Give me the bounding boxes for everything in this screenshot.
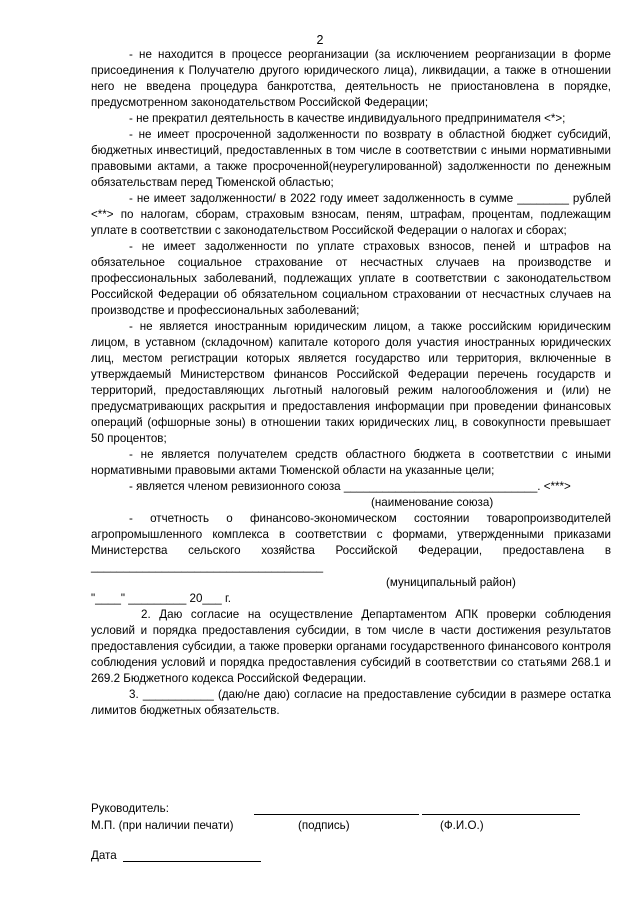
union-caption: (наименование союза) — [371, 496, 494, 509]
head-label: Руководитель: — [91, 802, 169, 815]
fio-caption: (Ф.И.О.) — [440, 819, 484, 832]
district-caption: (муниципальный район) — [386, 576, 516, 589]
document-body — [91, 47, 611, 719]
signature-line — [254, 803, 419, 815]
stamp-label: М.П. (при наличии печати) — [91, 819, 234, 832]
fio-line — [422, 803, 580, 815]
head-signature-row — [91, 801, 169, 817]
paragraph-foreign-entity: - не является иностранным юридическим лицом, а также российским юридическим лицом, в уставном (складочном) капитале которого доля участия иностранных юридических лиц, местом регистрации которых является государство или территория, включенные в утверждаемый Министерством финансов Российской Федерации перечень государств и территорий, предоставляющих льготный налоговый режим налогообложения и (или) не предусматривающих раскрытия и предоставления информации при проведении финансовых операций (офшорные зоны) в отношении таких юридических лиц, в совокупности превышает 50 процентов; — [91, 320, 611, 445]
item-3-consent: 3. ___________ (даю/не даю) согласие на предоставление субсидии в размере остатка лимитов бюджетных обязательств. — [91, 688, 611, 717]
sign-caption: (подпись) — [298, 819, 350, 832]
date-label: Дата — [91, 849, 117, 862]
paragraph-insurance-debt: - не имеет задолженности по уплате страховых взносов, пеней и штрафов на обязательное социальное страхование от несчастных случаев на производстве и профессиональных заболеваний, подлежащих уплате в соответствии с законодательством Российской Федерации об обязательном социальном страховании от несчастных случаев на производстве и профессиональных заболеваний; — [91, 240, 611, 317]
date-row — [91, 848, 117, 864]
paragraph-reorganization: - не находится в процессе реорганизации (за исключением реорганизации в форме присоединения к Получателю другого юридического лица), ликвидации, а также в отношении него не введена процедура банкротства, деятельность не приостановлена в порядке, предусмотренном законодательством Российской Федерации; — [91, 48, 611, 109]
report-paragraph: - отчетность о финансово-экономическом состоянии товаропроизводителей агропромышленного комплекса в соответствии с формами, утвержденными приказами Министерства сельского хозяйства Российской Федерации, предоставлена в ____________________________________ — [91, 512, 611, 573]
date-signature-line — [123, 850, 261, 862]
date-line: "____" _________ 20___ г. — [91, 592, 231, 605]
page-number: 2 — [316, 33, 324, 47]
paragraph-entrepreneur: - не прекратил деятельность в качестве индивидуального предпринимателя <*>; — [129, 112, 566, 125]
paragraph-overdue-debt: - не имеет просроченной задолженности по возврату в областной бюджет субсидий, бюджетных инвестиций, предоставленных в том числе в соответствии с иными нормативными правовыми актами, а также просроченной(неурегулированной) задолженности по денежным обязательствам перед Тюменской областью; — [91, 128, 611, 189]
paragraph-budget-recipient: - не является получателем средств областного бюджета в соответствии с иными нормативными правовыми актами Тюменской области на указанные цели; — [91, 448, 611, 477]
item-2-consent: 2. Даю согласие на осуществление Департаментом АПК проверки соблюдения условий и порядка предоставления субсидии, в том числе в части достижения результатов предоставления субсидии, а также проверки органами государственного финансового контроля соблюдения условий и порядка предоставления субсидий в соответствии со статьями 268.1 и 269.2 Бюджетного кодекса Российской Федерации. — [91, 608, 611, 685]
stamp-row — [91, 818, 233, 834]
union-line: - является членом ревизионного союза ______________________________. <***> — [129, 480, 571, 493]
paragraph-tax-debt: - не имеет задолженности/ в 2022 году имеет задолженность в сумме ________ рублей <**> по налогам, сборам, страховым взносам, пеням, штрафам, процентам, подлежащим уплате в соответствии с законодательством Российской Федерации о налогах и сборах; — [91, 192, 611, 237]
